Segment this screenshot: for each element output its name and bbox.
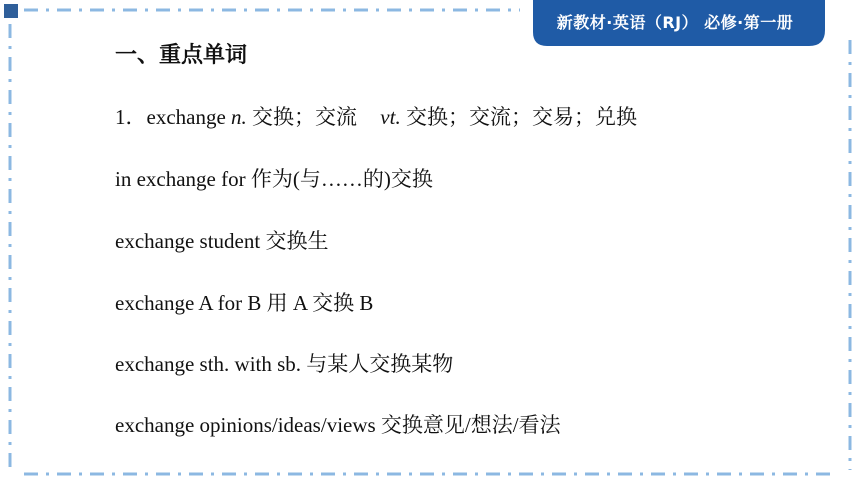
badge-label: 新教材·英语（RJ） 必修·第一册 [556, 13, 794, 32]
corner-mark [4, 4, 18, 18]
part-of-speech-noun: n. [231, 105, 247, 129]
entry-line-1 [115, 101, 637, 131]
verb-meaning: 交换；交流；交易；兑换 [405, 105, 637, 129]
entry-line-4: exchange A for B 用 A 交换 B [115, 291, 374, 315]
entry-word: 1．exchange [115, 105, 226, 129]
entry-line-5: exchange sth. with sb. 与某人交换某物 [115, 352, 454, 376]
entry-line-6: exchange opinions/ideas/views 交换意见/想法/看法 [115, 413, 561, 437]
entry-line-3: exchange student 交换生 [115, 229, 329, 253]
entry-line-2: in exchange for 作为(与……的)交换 [115, 167, 433, 191]
section-title: 一、重点单词 [115, 43, 248, 68]
noun-meaning: 交换；交流 [252, 105, 358, 129]
part-of-speech-verb: vt. [380, 105, 401, 129]
textbook-badge [525, 0, 825, 48]
